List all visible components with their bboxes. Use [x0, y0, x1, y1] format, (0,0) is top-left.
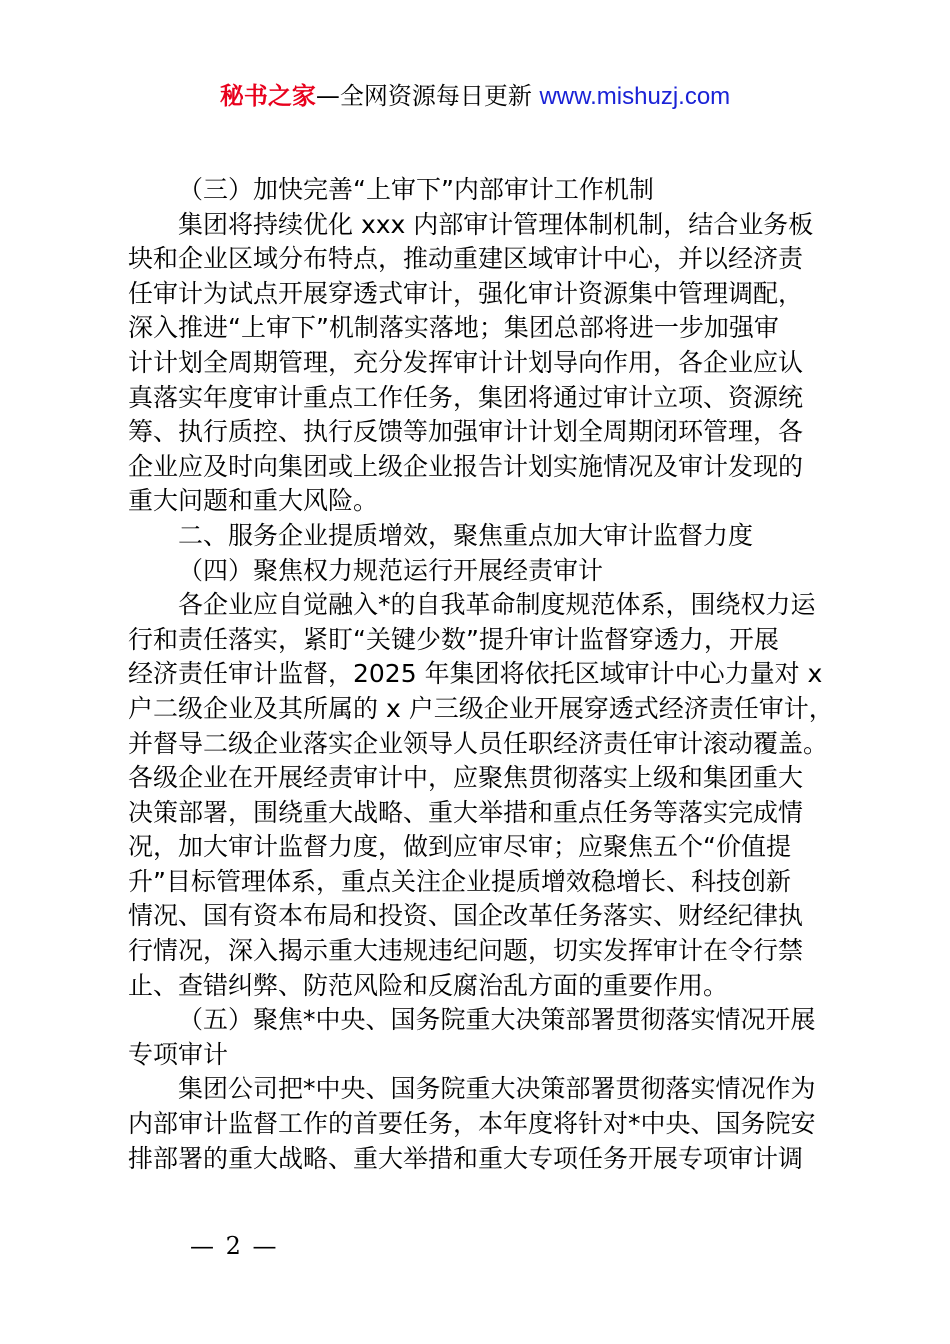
body-paragraph: 集团将持续优化 xxx 内部审计管理体制机制，结合业务板 块和企业区域分布特点，推动重建区域审计中心，并以经济责 任审计为试点开展穿透式审计，强化审计资源集中管理调配， 深入推进“上审下”机制落实落地；集团总部将进一步加强审 计计划全周期管理，充分发挥审计计划导向作用，各企业应认 真落实年度审计重点工作任务，集团将通过审计立项、资源统 筹、执行质控、执行反馈等加强审计计划全周期闭环管理，各 企业应及时向集团或上级企业报告计划实施情况及审计发现的 重大问题和重大风险。: [128, 209, 814, 516]
body-paragraph: 各企业应自觉融入*的自我革命制度规范体系，围绕权力运 行和责任落实，紧盯“关键少数”提升审计监督穿透力，开展 经济责任审计监督，2025 年集团将依托区域审计中心力量对 x 户二级企业及其所属的 x 户三级企业开展穿透式经济责任审计， 并督导二级企业落实企业领导人员任职经济责任审计滚动覆盖。 各级企业在开展经责审计中，应聚焦贯彻落实上级和集团重大 决策部署，围绕重大战略、重大举措和重点任务等落实完成情 况，加大审计监督力度，做到应审尽审；应聚焦五个“价值提 升”目标管理体系，重点关注企业提质增效稳增长、科技创新 情况、国有资本布局和投资、国企改革任务落实、财经纪律执 行情况，深入揭示重大违规违纪问题，切实发挥审计在令行禁 止、查错纠弊、防范风险和反腐治乱方面的重要作用。: [128, 590, 834, 1000]
banner-tagline: —全网资源每日更新: [315, 82, 540, 110]
brand-name: 秘书之家: [219, 82, 316, 110]
chapter-heading-2: 二、服务企业提质增效，聚焦重点加大审计监督力度: [178, 520, 754, 550]
section-heading-5: （五）聚焦*中央、国务院重大决策部署贯彻落实情况开展 专项审计: [128, 1005, 816, 1069]
body-paragraph: 集团公司把*中央、国务院重大决策部署贯彻落实情况作为 内部审计监督工作的首要任务，本年度将针对*中央、国务院安 排部署的重大战略、重大举措和重大专项任务开展专项审计调: [128, 1074, 816, 1173]
section-heading-3: （三）加快完善“上审下”内部审计工作机制: [178, 175, 654, 204]
site-url-link[interactable]: www.mishuzj.com: [539, 83, 731, 110]
site-banner: [0, 78, 950, 115]
page-number: — 2 —: [190, 1232, 279, 1260]
section-heading-4: （四）聚焦权力规范运行开展经责审计: [178, 555, 604, 585]
document-body: [128, 173, 834, 1176]
